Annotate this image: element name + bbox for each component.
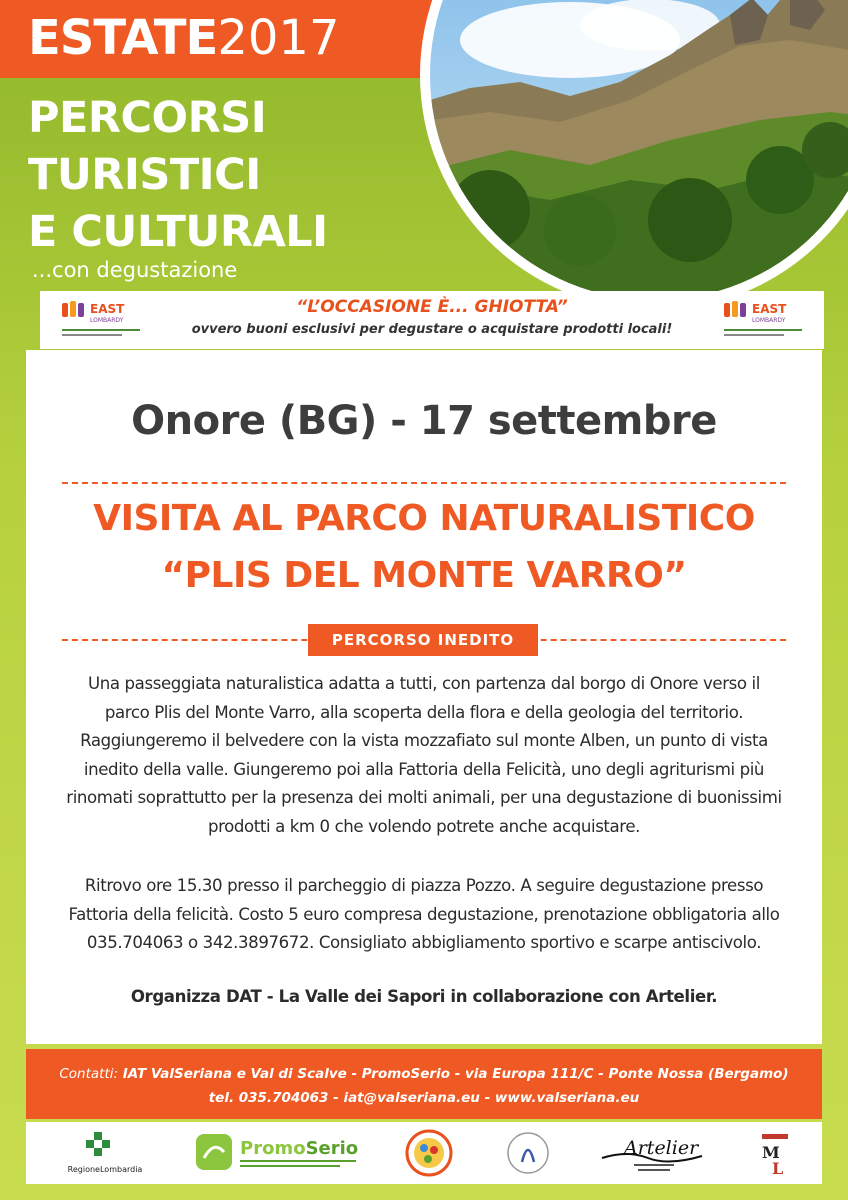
event-date: Onore (BG) - 17 settembre (131, 398, 717, 444)
event-title-line-2: “PLIS DEL MONTE VARRO” (161, 555, 687, 596)
event-description: Una passeggiata naturalistica adatta a tutti, con partenza dal borgo di Onore verso il parco Plis del Monte Varro, alla scoperta della flora e della geologia del territorio. Raggiungeremo il belvedere con la vista mozzafiato sul monte Alben, un punto di vista inedito della valle. Giungeremo poi alla Fattoria della Felicità, uno degli agriturismi più rinomati soprattutto per la presenza dei molti animali, per una degustazione di buonissimi prodotti a km 0 che volendo potrete anche acquistare. (66, 674, 782, 836)
promoserio-b: Serio (305, 1138, 359, 1159)
east-lombardy-logo-right (718, 297, 808, 343)
east-name-right: EAST (752, 302, 787, 316)
contacts-line-1 (26, 1066, 822, 1082)
promo-subline: ovvero buoni esclusivi per degustare o acquistare prodotti locali! (191, 322, 673, 337)
regione-lombardia-logo (50, 1128, 160, 1178)
artelier-logo (598, 1128, 708, 1178)
route-badge: PERCORSO INEDITO (308, 624, 538, 656)
svg-text:L: L (772, 1159, 784, 1178)
circular-emblem-logo (402, 1128, 456, 1178)
promoserio-logo (194, 1128, 364, 1178)
east-name-left: EAST (90, 302, 125, 316)
ml-club-logo (754, 1128, 794, 1178)
east-sub-right: LOMBARDY (752, 317, 786, 324)
title-line-1: PERCORSI (28, 93, 267, 143)
organizer: Organizza DAT - La Valle dei Sapori in collaborazione con Artelier. (130, 987, 718, 1006)
event-panel (26, 350, 822, 1044)
seal-logo (504, 1128, 552, 1178)
title-line-3: E CULTURALI (28, 207, 328, 257)
subtitle: ...con degustazione (32, 258, 238, 282)
promo-strip (40, 291, 824, 349)
svg-text:M: M (762, 1143, 780, 1162)
artelier-label: Artelier (624, 1137, 699, 1159)
contacts-band (26, 1049, 822, 1119)
svg-text:PromoSerio (240, 1138, 358, 1159)
sponsor-logos (26, 1122, 822, 1184)
regione-label: RegioneLombardia (67, 1165, 143, 1174)
promoserio-a: Promo (240, 1138, 306, 1159)
season-title (28, 8, 339, 68)
event-title-line-1: VISITA AL PARCO NATURALISTICO (93, 498, 755, 539)
contacts-label: Contatti: (59, 1066, 119, 1082)
season-word: ESTATE (28, 10, 218, 66)
page-title (28, 90, 328, 261)
promo-headline: “L’OCCASIONE È... GHIOTTA” (296, 297, 568, 317)
contacts-address: IAT ValSeriana e Val di Scalve - PromoSerio - via Europa 111/C - Ponte Nossa (Bergamo) (118, 1066, 789, 1082)
east-sub-left: LOMBARDY (90, 317, 124, 324)
season-year: 2017 (217, 10, 340, 66)
divider-top (62, 482, 786, 484)
title-line-2: TURISTICI (28, 150, 261, 200)
contacts-line-2: tel. 035.704063 - iat@valseriana.eu - www.valseriana.eu (208, 1090, 640, 1106)
meeting-info: Ritrovo ore 15.30 presso il parcheggio di piazza Pozzo. A seguire degustazione presso Fattoria della felicità. Costo 5 euro compresa degustazione, prenotazione obbligatoria allo 035.704063 o 342.3897672. Consigliato abbigliamento sportivo e scarpe antiscivolo. (68, 876, 780, 952)
